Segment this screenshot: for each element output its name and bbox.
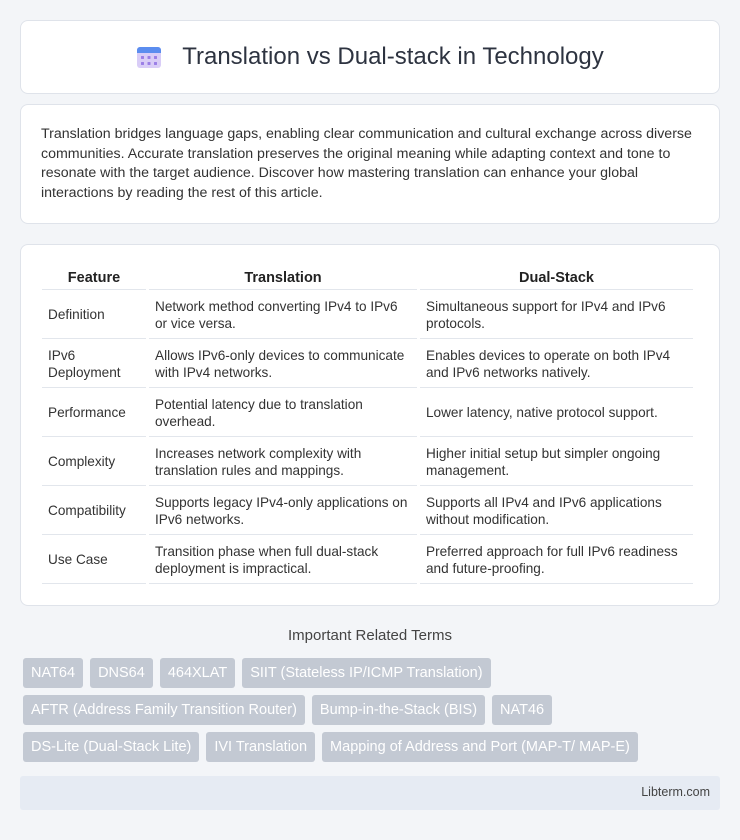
intro-text: Translation bridges language gaps, enabling clear communication and cultural exchange across diverse communities. Accurate translation preserves the original meaning while adapting context and tone to resonate with the target audience. Discover how mastering translation can enhance your global interactions by reading the rest of this article. [41, 126, 692, 201]
dual-stack-cell: Simultaneous support for IPv4 and IPv6 protocols. [420, 292, 693, 339]
page-title: Translation vs Dual-stack in Technology [182, 43, 604, 70]
term-tag[interactable]: Bump-in-the-Stack (BIS) [312, 695, 485, 725]
dual-stack-cell: Higher initial setup but simpler ongoing management. [420, 439, 693, 486]
column-header-dual-stack: Dual-Stack [420, 265, 693, 290]
translation-cell: Potential latency due to translation overhead. [149, 390, 417, 437]
dual-stack-cell: Lower latency, native protocol support. [420, 390, 693, 437]
related-terms-list [23, 658, 713, 769]
column-header-feature: Feature [42, 265, 146, 290]
table-row [42, 439, 693, 486]
dual-stack-cell: Supports all IPv4 and IPv6 applications without modification. [420, 488, 693, 535]
term-tag[interactable]: DS-Lite (Dual-Stack Lite) [23, 732, 199, 762]
feature-cell: Compatibility [42, 488, 146, 535]
table-row [42, 390, 693, 437]
table-row [42, 341, 693, 388]
dual-stack-cell: Preferred approach for full IPv6 readiness and future-proofing. [420, 537, 693, 584]
table-row [42, 537, 693, 584]
footer [20, 776, 720, 810]
translation-cell: Supports legacy IPv4-only applications on IPv6 networks. [149, 488, 417, 535]
term-tag[interactable]: AFTR (Address Family Transition Router) [23, 695, 305, 725]
table-header-row [42, 265, 693, 290]
translation-cell: Transition phase when full dual-stack deployment is impractical. [149, 537, 417, 584]
intro-card [20, 104, 720, 224]
translation-cell: Network method converting IPv4 to IPv6 or vice versa. [149, 292, 417, 339]
term-tag[interactable]: NAT64 [23, 658, 83, 688]
term-tag[interactable]: 464XLAT [160, 658, 235, 688]
comparison-table [39, 263, 696, 586]
term-tag[interactable]: DNS64 [90, 658, 153, 688]
calendar-icon [136, 44, 162, 70]
term-tag[interactable]: Mapping of Address and Port (MAP-T/ MAP-E) [322, 732, 638, 762]
translation-cell: Increases network complexity with translation rules and mappings. [149, 439, 417, 486]
column-header-translation: Translation [149, 265, 417, 290]
feature-cell: Performance [42, 390, 146, 437]
comparison-table-card [20, 244, 720, 606]
dual-stack-cell: Enables devices to operate on both IPv4 and IPv6 networks natively. [420, 341, 693, 388]
table-row [42, 292, 693, 339]
translation-cell: Allows IPv6-only devices to communicate with IPv4 networks. [149, 341, 417, 388]
term-tag[interactable]: SIIT (Stateless IP/ICMP Translation) [242, 658, 490, 688]
feature-cell: Complexity [42, 439, 146, 486]
feature-cell: Use Case [42, 537, 146, 584]
footer-site-link[interactable]: Libterm.com [641, 785, 710, 799]
feature-cell: IPv6 Deployment [42, 341, 146, 388]
table-row [42, 488, 693, 535]
header-card [20, 20, 720, 94]
term-tag[interactable]: IVI Translation [206, 732, 315, 762]
feature-cell: Definition [42, 292, 146, 339]
related-terms-title: Important Related Terms [288, 627, 452, 644]
term-tag[interactable]: NAT46 [492, 695, 552, 725]
